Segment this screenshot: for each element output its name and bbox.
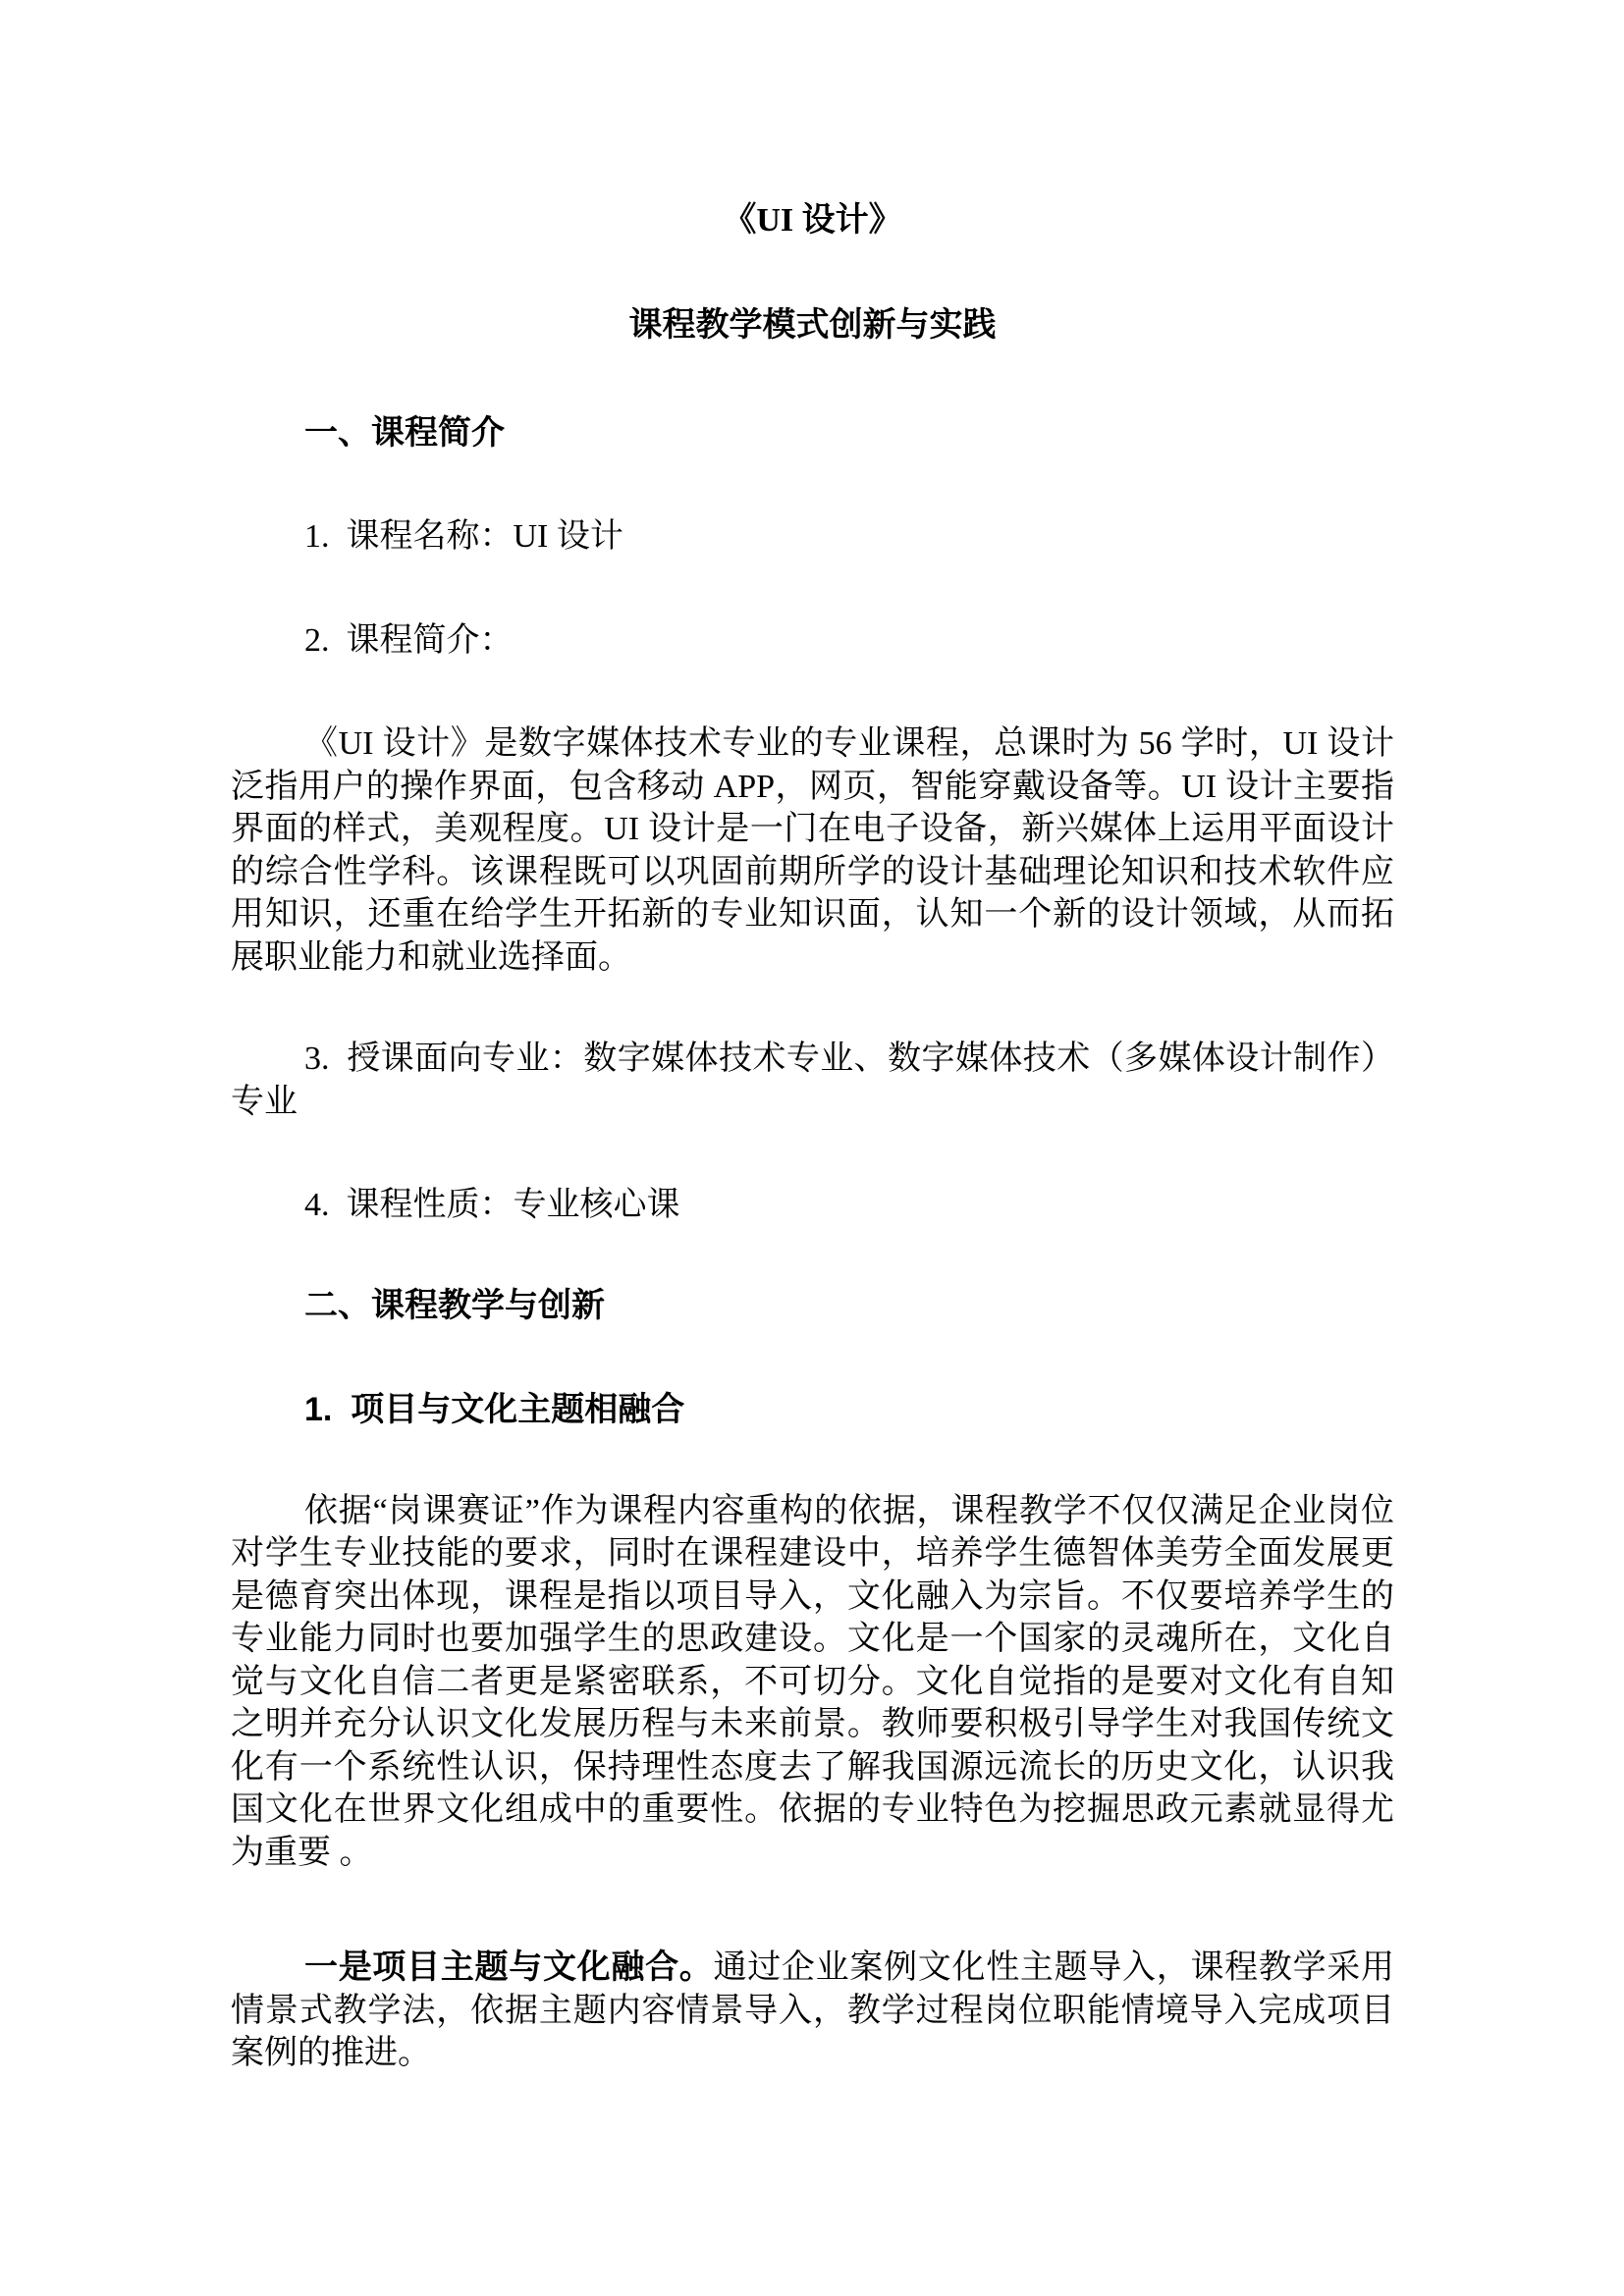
item-majors: 3. 授课面向专业：数字媒体技术专业、数字媒体技术（多媒体设计制作）专业 [231, 1041, 1394, 1120]
document-title: 《UI 设计》 [723, 202, 902, 239]
item-course-intro: 2. 课程简介： [304, 621, 514, 659]
fusion-paragraph-rest: 通过企业案例文化性主题导入，课程教学采用情景式教学法，依据主题内容情景导入，教学过程岗位职能情境导入完成项目案例的推进。 [231, 1949, 1394, 2071]
section-2-subheading: 1. 项目与文化主题相融合 [304, 1390, 685, 1428]
fusion-paragraph-lead: 一是项目主题与文化融合。 [304, 1949, 714, 1986]
item-course-nature: 4. 课程性质：专业核心课 [304, 1187, 680, 1223]
section-1-heading: 一、课程简介 [304, 414, 505, 452]
course-intro-paragraph: 《UI 设计》是数字媒体技术专业的专业课程，总课时为 56 学时，UI 设计泛指用户的操作界面，包含移动 APP，网页，智能穿戴设备等。UI 设计主要指界面的样式，美观程度。UI 设计是一门在电子设备，新兴媒体上运用平面设计的综合性学科。该课程既可以巩固前期所学的设计基础理论知识和技术软件应用知识，还重在给学生开拓新的专业知识面，认知一个新的设计领域，从而拓展职业能力和就业选择面。 [231, 725, 1394, 976]
document-subtitle: 课程教学模式创新与实践 [628, 306, 997, 344]
item-course-name: 1. 课程名称：UI 设计 [304, 518, 623, 555]
culture-paragraph: 依据“岗课赛证”作为课程内容重构的依据，课程教学不仅仅满足企业岗位对学生专业技能的要求，同时在课程建设中，培养学生德智体美劳全面发展更是德育突出体现，课程是指以项目导入，文化融入为宗旨。不仅要培养学生的专业能力同时也要加强学生的思政建设。文化是一个国家的灵魂所在，文化自觉与文化自信二者更是紧密联系，不可切分。文化自觉指的是要对文化有自知之明并充分认识文化发展历程与未来前景。教师要积极引导学生对我国传统文化有一个系统性认识，保持理性态度去了解我国源远流长的历史文化，认识我国文化在世界文化组成中的重要性。依据的专业特色为挖掘思政元素就显得尤为重要 。 [231, 1492, 1394, 1871]
section-2-heading: 二、课程教学与创新 [304, 1286, 605, 1324]
fusion-paragraph [231, 1947, 1394, 2075]
